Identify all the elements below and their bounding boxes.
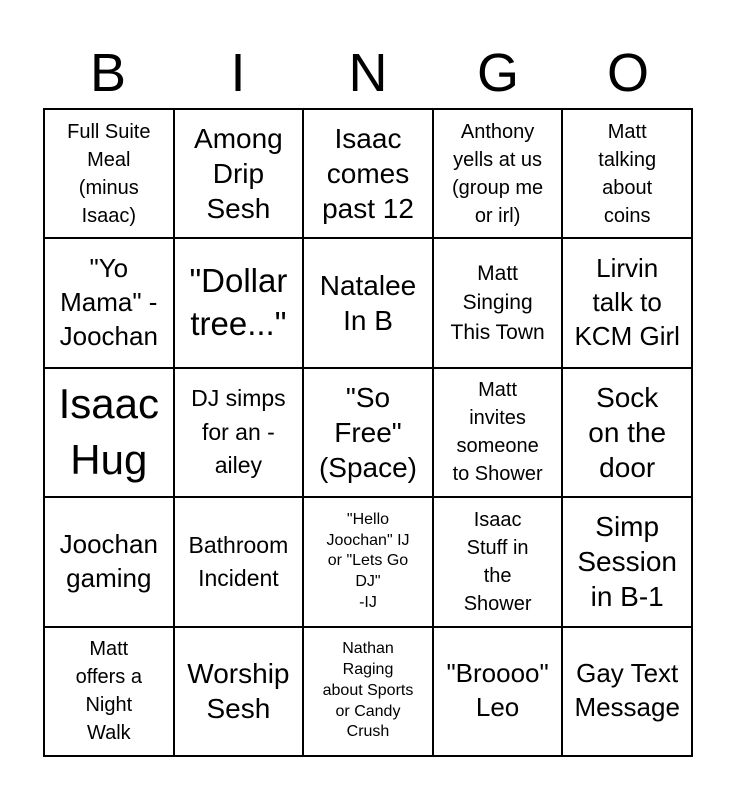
bingo-cell[interactable]: Bathroom Incident [174,497,304,626]
bingo-cell[interactable]: Simp Session in B-1 [562,497,692,626]
bingo-cell[interactable]: Matt talking about coins [562,109,692,238]
bingo-cell[interactable]: Matt Singing This Town [433,238,563,367]
bingo-cell[interactable]: Matt offers a Night Walk [44,627,174,756]
bingo-cell[interactable]: "Broooo" Leo [433,627,563,756]
bingo-cell[interactable]: Nathan Raging about Sports or Candy Crush [303,627,433,756]
header-letter-o: O [606,43,649,103]
bingo-cell[interactable]: Natalee In B [303,238,433,367]
bingo-header [43,38,693,108]
header-letter-n: N [348,43,388,103]
bingo-cell[interactable]: "Hello Joochan" IJ or "Lets Go DJ" -IJ [303,497,433,626]
bingo-cell[interactable]: Isaac comes past 12 [303,109,433,238]
bingo-cell[interactable]: Isaac Stuff in the Shower [433,497,563,626]
bingo-cell[interactable]: DJ simps for an - ailey [174,368,304,497]
bingo-cell[interactable]: Anthony yells at us (group me or irl) [433,109,563,238]
bingo-cell[interactable]: "Yo Mama" - Joochan [44,238,174,367]
bingo-cell[interactable]: Isaac Hug [44,368,174,497]
header-letter-g: G [476,43,519,103]
bingo-cell[interactable]: Lirvin talk to KCM Girl [562,238,692,367]
bingo-cell[interactable]: Full Suite Meal (minus Isaac) [44,109,174,238]
bingo-cell[interactable]: "So Free" (Space) [303,368,433,497]
bingo-cell[interactable]: Among Drip Sesh [174,109,304,238]
bingo-cell[interactable]: Worship Sesh [174,627,304,756]
bingo-board [43,108,693,757]
header-letter-i: I [230,43,246,103]
bingo-cell[interactable]: Sock on the door [562,368,692,497]
bingo-cell[interactable]: Joochan gaming [44,497,174,626]
bingo-cell[interactable]: "Dollar tree..." [174,238,304,367]
bingo-cell[interactable]: Matt invites someone to Shower [433,368,563,497]
header-letter-b: B [89,43,127,103]
bingo-cell[interactable]: Gay Text Message [562,627,692,756]
